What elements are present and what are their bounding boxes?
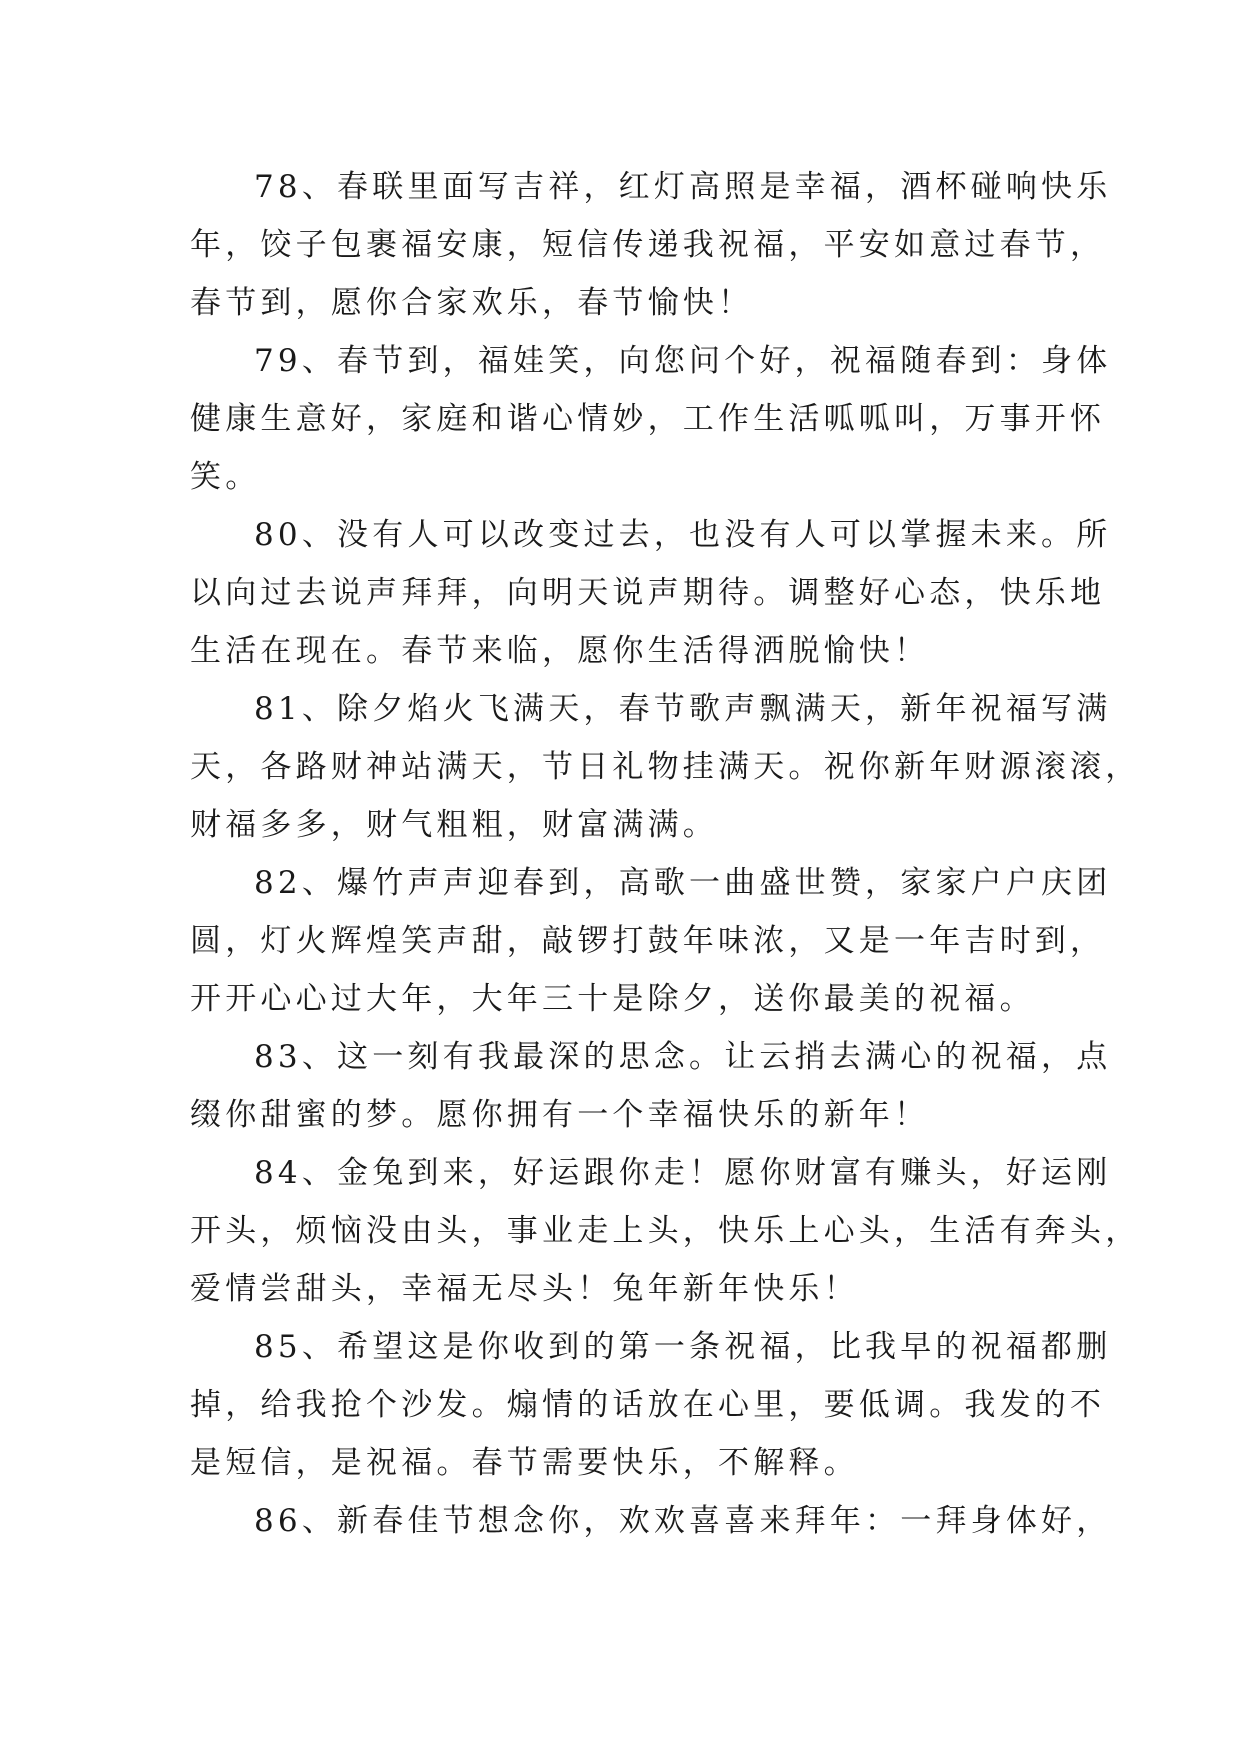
- text-line: 生活在现在。春节来临，愿你生活得洒脱愉快！: [190, 633, 930, 669]
- text-line: 财福多多，财气粗粗，财富满满。: [190, 807, 718, 843]
- text-line: 82、爆竹声声迎春到，高歌一曲盛世赞，家家户户庆团: [254, 865, 1112, 901]
- text-line: 健康生意好，家庭和谐心情妙，工作生活呱呱叫，万事开怀: [190, 401, 1106, 437]
- text-line: 春节到，愿你合家欢乐，春节愉快！: [190, 285, 754, 321]
- paragraph-81: [190, 680, 1141, 854]
- text-line: 81、除夕焰火飞满天，春节歌声飘满天，新年祝福写满: [254, 691, 1112, 727]
- text-line: 年，饺子包裹福安康，短信传递我祝福，平安如意过春节，: [190, 227, 1106, 263]
- text-line: 掉，给我抢个沙发。煽情的话放在心里，要低调。我发的不: [190, 1387, 1106, 1423]
- paragraph-86: [190, 1492, 1112, 1550]
- document-body: [190, 158, 1141, 1550]
- paragraph-80: [190, 506, 1112, 680]
- paragraph-82: [190, 854, 1112, 1028]
- text-line: 84、金兔到来，好运跟你走！愿你财富有赚头，好运刚: [254, 1155, 1112, 1191]
- text-line: 开开心心过大年，大年三十是除夕，送你最美的祝福。: [190, 981, 1035, 1017]
- text-line: 开头，烦恼没由头，事业走上头，快乐上心头，生活有奔头，: [190, 1213, 1141, 1249]
- text-line: 86、新春佳节想念你，欢欢喜喜来拜年：一拜身体好，: [254, 1503, 1112, 1539]
- text-line: 以向过去说声拜拜，向明天说声期待。调整好心态，快乐地: [190, 575, 1106, 611]
- paragraph-78: [190, 158, 1112, 332]
- text-line: 78、春联里面写吉祥，红灯高照是幸福，酒杯碰响快乐: [254, 169, 1112, 205]
- text-line: 是短信，是祝福。春节需要快乐，不解释。: [190, 1445, 859, 1481]
- text-line: 笑。: [190, 459, 261, 495]
- text-line: 79、春节到，福娃笑，向您问个好，祝福随春到：身体: [254, 343, 1112, 379]
- text-line: 85、希望这是你收到的第一条祝福，比我早的祝福都删: [254, 1329, 1112, 1365]
- paragraph-85: [190, 1318, 1112, 1492]
- paragraph-84: [190, 1144, 1141, 1318]
- text-line: 缀你甜蜜的梦。愿你拥有一个幸福快乐的新年！: [190, 1097, 930, 1133]
- text-line: 天，各路财神站满天，节日礼物挂满天。祝你新年财源滚滚，: [190, 749, 1141, 785]
- text-line: 80、没有人可以改变过去，也没有人可以掌握未来。所: [254, 517, 1112, 553]
- text-line: 83、这一刻有我最深的思念。让云捎去满心的祝福，点: [254, 1039, 1112, 1075]
- paragraph-79: [190, 332, 1112, 506]
- text-line: 圆，灯火辉煌笑声甜，敲锣打鼓年味浓，又是一年吉时到，: [190, 923, 1106, 959]
- paragraph-83: [190, 1028, 1112, 1144]
- text-line: 爱情尝甜头，幸福无尽头！兔年新年快乐！: [190, 1271, 859, 1307]
